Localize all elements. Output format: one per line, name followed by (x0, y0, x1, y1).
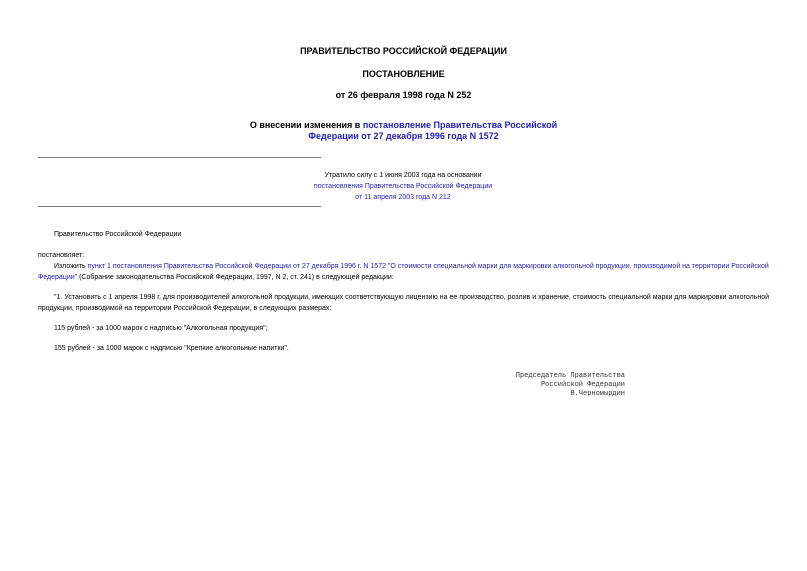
document-title (0, 120, 807, 142)
signature-organization: Российской Федерации (540, 381, 625, 389)
amended-resolution-link-line1[interactable]: постановление Правительства Российской (362, 120, 558, 130)
lost-force-text: Утратило силу с 1 июня 2003 года на основании (324, 172, 482, 179)
amended-resolution-link-line2[interactable]: Федерации от 27 декабря 1996 года N 1572 (308, 131, 499, 141)
resolves-text: постановляет: (38, 252, 85, 259)
amended-point-link[interactable]: пункт 1 постановления Правительства Российской Федерации от 27 декабря 1996 г. N 1572 "О стоимости специальной марки для маркировки алкогольной продукции, производимой на территории Российской Федерации" (38, 263, 769, 281)
repealing-resolution-link-line2[interactable]: от 11 апреля 2003 года N 212 (355, 194, 451, 201)
amendment-paragraph (38, 261, 769, 283)
amendment-prefix: Изложить (54, 263, 88, 270)
price-line-1: 115 рублей - за 1000 марок с надписью "Алкогольная продукция"; (54, 325, 268, 332)
intro-text: Правительство Российской Федерации (54, 231, 182, 238)
divider-bottom (38, 206, 321, 207)
repealing-resolution-link-line1[interactable]: постановления Правительства Российской Федерации (313, 183, 493, 190)
title-prefix: О внесении изменения в (249, 120, 363, 130)
lost-force-note (38, 170, 768, 203)
document-type-heading: ПОСТАНОВЛЕНИЕ (362, 69, 445, 79)
price-line-2: 155 рублей - за 1000 марок с надписью "Крепкие алкогольные напитки". (54, 345, 289, 352)
signature-position: Председатель Правительства (515, 372, 625, 380)
point-1-paragraph: "1. Установить с 1 апреля 1998 г. для производителей алкогольной продукции, имеющих соответствующую лицензию на ее производство, розлив и хранение, стоимость специальной марки для маркировки алкогольной продукции, производимой на территории Российской Федерации, в следующих размерах: (38, 294, 769, 312)
signature-block (450, 372, 625, 399)
government-heading: ПРАВИТЕЛЬСТВО РОССИЙСКОЙ ФЕДЕРАЦИИ (300, 46, 507, 56)
amendment-suffix: (Собрание законодательства Российской Федерации, 1997, N 2, ст. 241) в следующей редакции: (77, 274, 394, 281)
divider-top (38, 157, 321, 158)
document-date-number: от 26 февраля 1998 года N 252 (335, 90, 472, 100)
signature-name: В.Черномырдин (570, 390, 625, 398)
